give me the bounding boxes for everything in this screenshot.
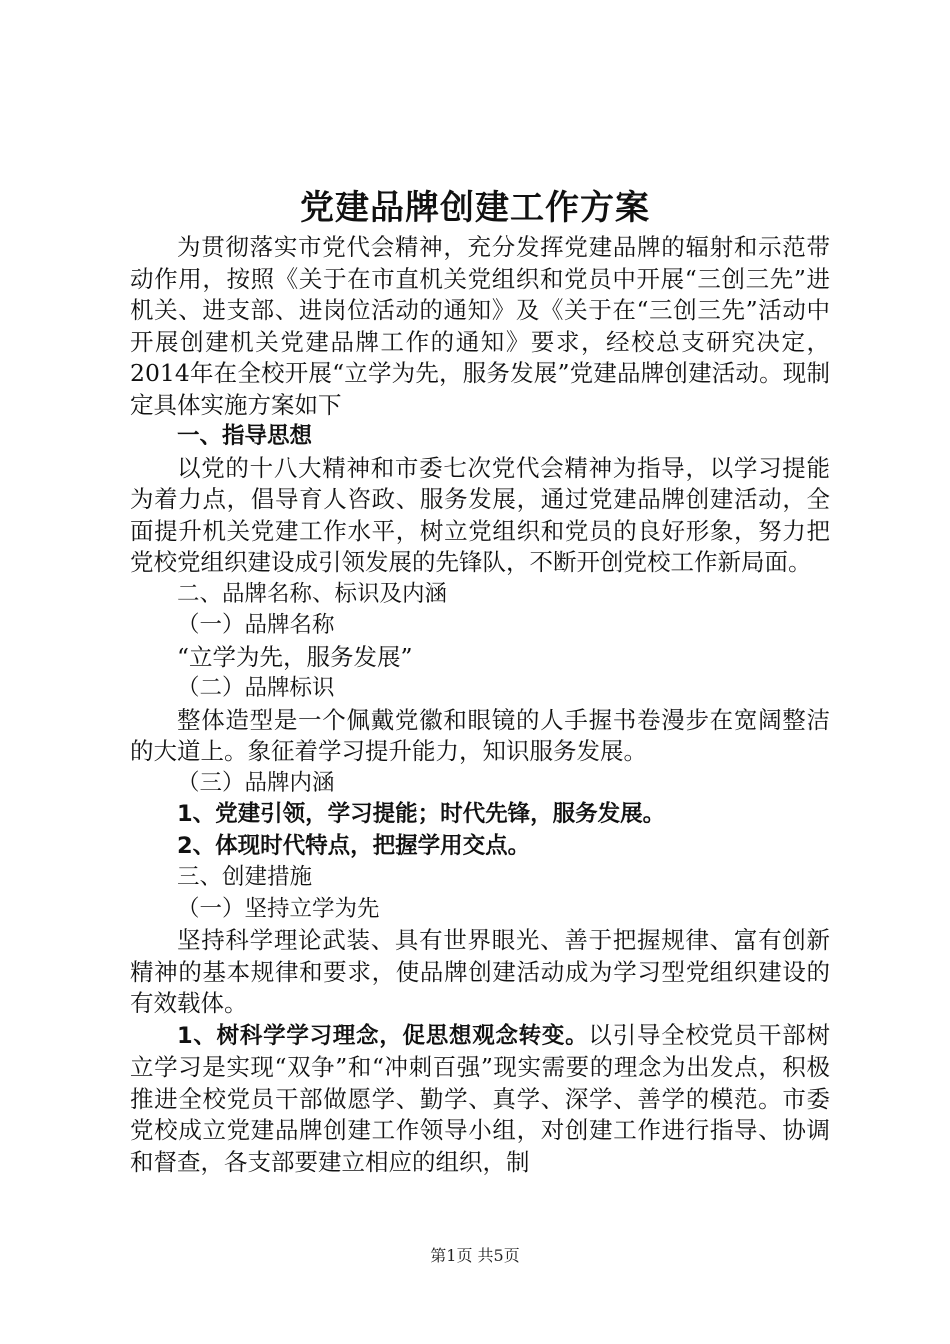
document-body — [130, 232, 830, 1178]
measure-point-1-text: 以引导全校党员干部树立学习是实现“双争”和“冲刺百强”现实需要的理念为出发点，积极推进全校党员干部做愿学、勤学、真学、深学、善学的模范。市委党校成立党建品牌创建工作领导小组，对创建工作进行指导、协调和督查，各支部要建立相应的组织，制 — [130, 1020, 830, 1176]
guiding-ideology-paragraph: 以党的十八大精神和市委七次党代会精神为指导，以学习提能为着力点，倡导育人咨政、服务发展，通过党建品牌创建活动，全面提升机关党建工作水平，树立党组织和党员的良好形象，努力把党校党组织建设成引领发展的先锋队，不断开创党校工作新局面。 — [130, 453, 830, 576]
document-title: 党建品牌创建工作方案 — [300, 188, 650, 228]
brand-meaning-item-1: 1、党建引领，学习提能；时代先锋，服务发展。 — [177, 801, 666, 827]
section-heading-guiding-ideology: 一、指导思想 — [177, 423, 313, 449]
subheading-learning-first: （一）坚持立学为先 — [177, 895, 380, 922]
section-heading-brand: 二、品牌名称、标识及内涵 — [177, 580, 448, 607]
page-number-footer: 第1页 共5页 — [430, 1246, 520, 1265]
subheading-brand-meaning: （三）品牌内涵 — [177, 769, 335, 796]
subheading-brand-logo: （二）品牌标识 — [177, 675, 335, 701]
brand-meaning-item-2: 2、体现时代特点，把握学用交点。 — [177, 832, 531, 859]
measure-point-1-paragraph — [130, 1020, 830, 1179]
brand-logo-paragraph: 整体造型是一个佩戴党徽和眼镜的人手握书卷漫步在宽阔整洁的大道上。象征着学习提升能力，知识服务发展。 — [130, 705, 830, 765]
measure-point-1-lead: 1、树科学学习理念，促思想观念转变。 — [177, 1022, 589, 1049]
intro-paragraph: 为贯彻落实市党代会精神，充分发挥党建品牌的辐射和示范带动作用，按照《关于在市直机关党组织和党员中开展“三创三先”进机关、进支部、进岗位活动的通知》及《关于在“三创三先”活动中开展创建机关党建品牌工作的通知》要求，经校总支研究决定，2014年在全校开展“立学为先，服务发展”党建品牌创建活动。现制定具体实施方案如下 — [130, 233, 830, 419]
learning-first-paragraph: 坚持科学理论武装、具有世界眼光、善于把握规律、富有创新精神的基本规律和要求，使品牌创建活动成为学习型党组织建设的有效载体。 — [130, 926, 830, 1017]
subheading-brand-name: （一）品牌名称 — [177, 612, 335, 638]
brand-name-text: “立学为先，服务发展” — [177, 642, 413, 671]
section-heading-measures: 三、创建措施 — [177, 864, 313, 890]
